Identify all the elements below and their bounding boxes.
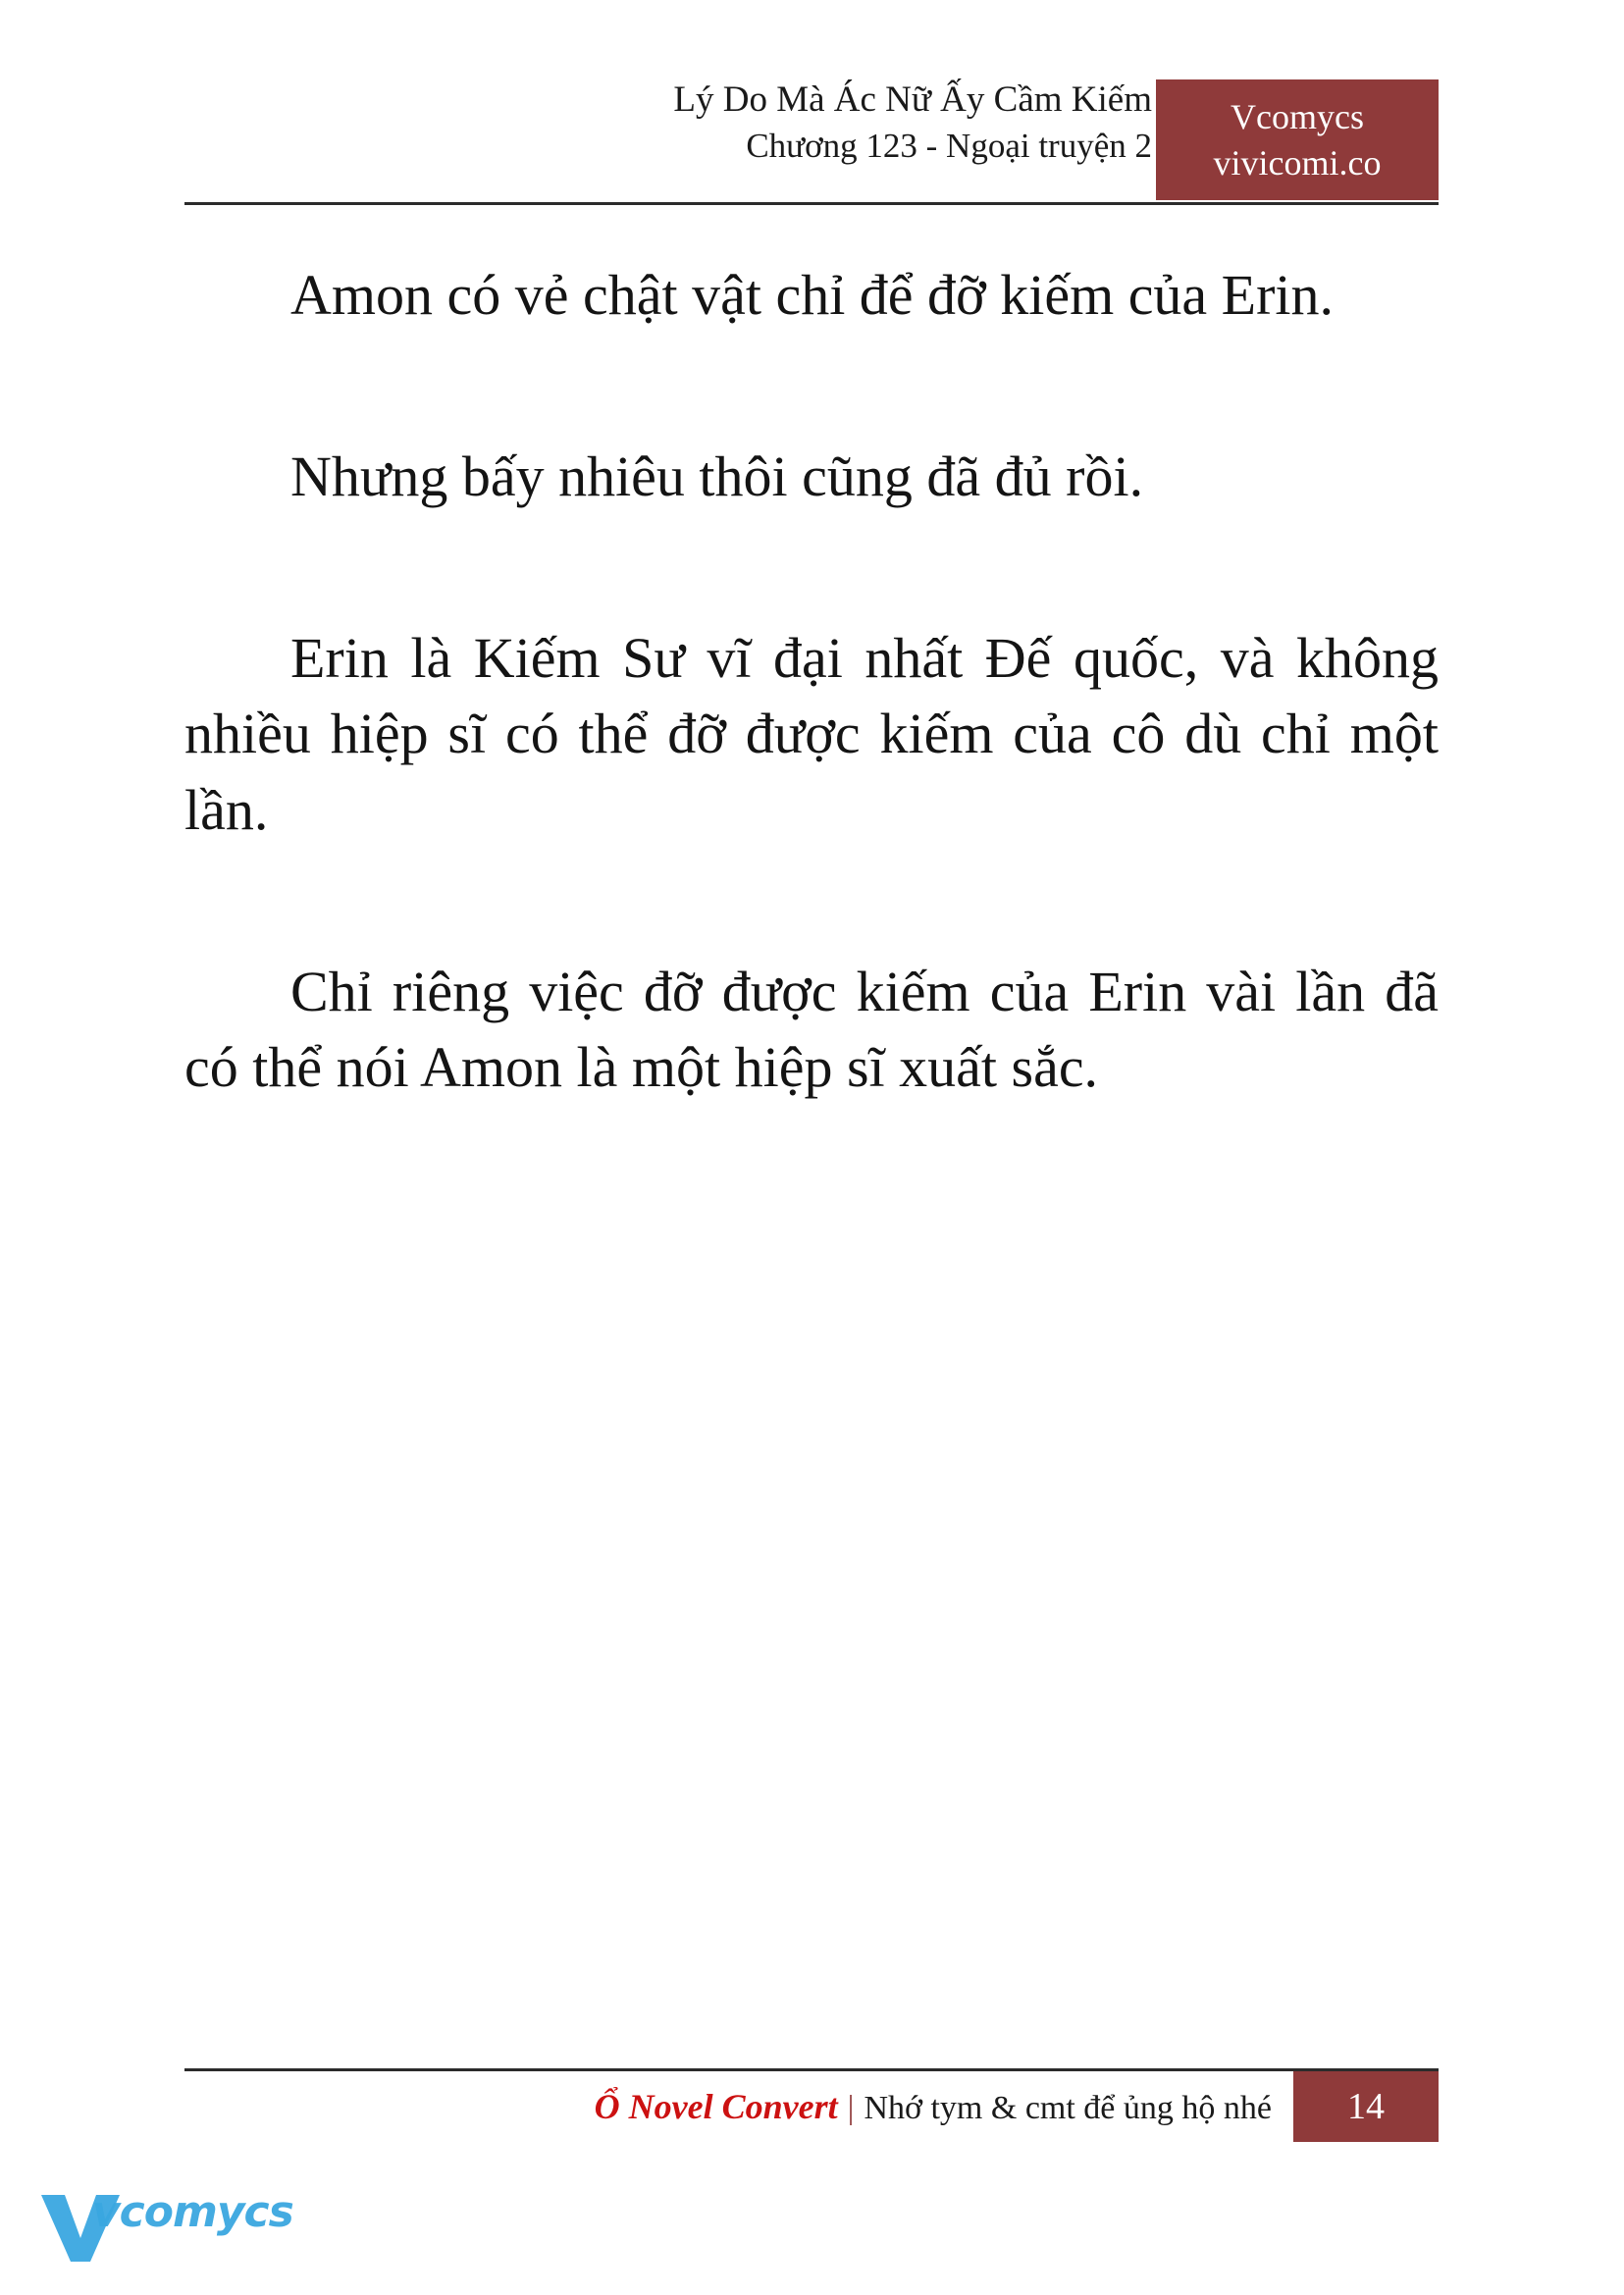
footer-separator: | <box>847 2090 855 2126</box>
header-divider <box>184 202 1439 205</box>
footer-brand[interactable]: Ổ Novel Convert <box>594 2087 838 2126</box>
page-header <box>184 77 1439 202</box>
footer-note: Nhớ tym & cmt để ủng hộ nhé <box>864 2090 1272 2126</box>
page-number: 14 <box>1293 2071 1439 2142</box>
chapter-title: Chương 123 - Ngoại truyện 2 <box>746 127 1152 166</box>
brand-url: vivicomi.co <box>1213 142 1382 183</box>
paragraph: Amon có vẻ chật vật chỉ để đỡ kiếm của Erin. <box>290 263 1335 327</box>
footer-credit <box>595 2086 1293 2127</box>
brand-badge[interactable] <box>1156 79 1439 200</box>
page-footer <box>184 2068 1439 2157</box>
watermark-logo <box>35 2177 293 2268</box>
paragraph: Erin là Kiếm Sư vĩ đại nhất Đế quốc, và không nhiều hiệp sĩ có thể đỡ được kiếm của cô dù chỉ một lần. <box>184 626 1439 842</box>
page-content <box>184 257 1439 1105</box>
watermark-label: vcomycs <box>92 2187 293 2237</box>
paragraph: Nhưng bấy nhiêu thôi cũng đã đủ rồi. <box>290 444 1144 509</box>
novel-title: Lý Do Mà Ác Nữ Ấy Cầm Kiếm <box>673 79 1152 120</box>
brand-name: Vcomycs <box>1231 96 1364 136</box>
footer-content <box>184 2071 1439 2142</box>
header-title-block <box>673 77 1152 169</box>
paragraph: Chỉ riêng việc đỡ được kiếm của Erin vài lần đã có thể nói Amon là một hiệp sĩ xuất sắc. <box>184 959 1439 1099</box>
